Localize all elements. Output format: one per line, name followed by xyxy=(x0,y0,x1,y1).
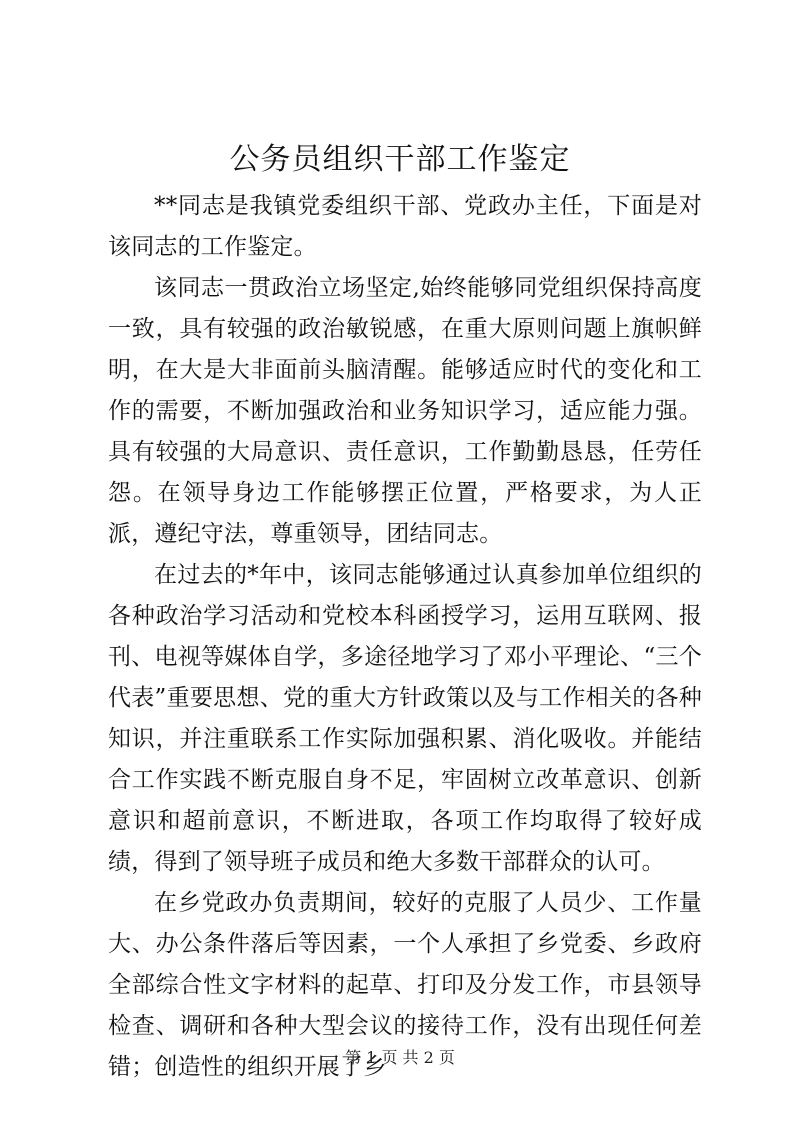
paragraph-study: 在过去的*年中，该同志能够通过认真参加单位组织的各种政治学习活动和党校本科函授学习，运用互联网、报刊、电视等媒体自学，多途径地学习了邓小平理论、“三个代表”重要思想、党的重大方针政策以及与工作相关的各种知识，并注重联系工作实际加强积累、消化吸收。并能结合工作实践不断克服自身不足，牢固树立改革意识、创新意识和超前意识，不断进取，各项工作均取得了较好成绩，得到了领导班子成员和绝大多数干部群众的认可。 xyxy=(108,562,702,875)
paragraph-intro: **同志是我镇党委组织干部、党政办主任，下面是对该同志的工作鉴定。 xyxy=(108,193,702,260)
document-body xyxy=(108,186,702,1088)
paragraph-political-stance: 该同志一贯政治立场坚定,始终能够同党组织保持高度一致，具有较强的政治敏锐感，在重大原则问题上旗帜鲜明，在大是大非面前头脑清醒。能够适应时代的变化和工作的需要，不断加强政治和业务知识学习，适应能力强。具有较强的大局意识、责任意识，工作勤勤恳恳，任劳任怨。在领导身边工作能够摆正位置，严格要求，为人正派，遵纪守法，尊重领导，团结同志。 xyxy=(108,275,702,547)
paragraph-office-work: 在乡党政办负责期间，较好的克服了人员少、工作量大、办公条件落后等因素，一个人承担了乡党委、乡政府全部综合性文字材料的起草、打印及分发工作，市县领导检查、调研和各种大型会议的接待工作，没有出现任何差错；创造性的组织开展了乡 xyxy=(108,890,702,1080)
page-footer: 第 1 页 共 2 页 xyxy=(345,1048,455,1067)
document-title: 公务员组织干部工作鉴定 xyxy=(229,142,571,177)
